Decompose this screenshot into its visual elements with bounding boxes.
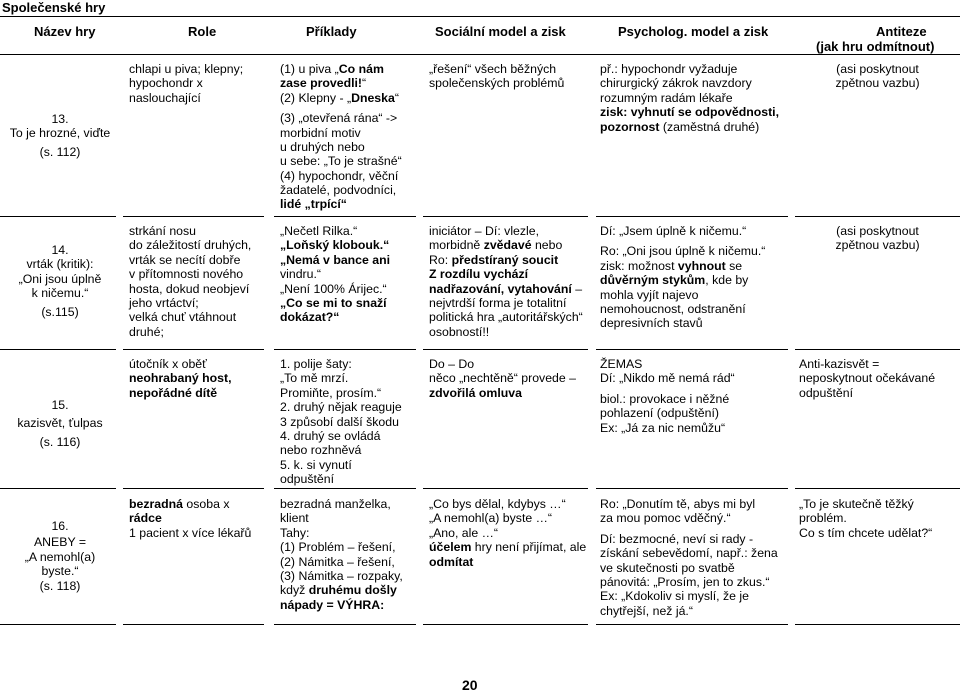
divider — [123, 349, 264, 350]
cell-line: u sebe: „To je strašné“ — [280, 154, 402, 169]
game-number: 16. — [51, 519, 69, 533]
cell-line: Ro: „Donutím tě, abys mi byl — [600, 497, 756, 511]
text-span: pozornost — [600, 119, 660, 134]
cell-line: nebo rozhněvá — [280, 443, 362, 458]
cell-line: v přítomnosti nového — [129, 267, 244, 282]
cell-line: depresivních stavů — [600, 316, 703, 331]
cell-line: hosta, dokud neobjeví — [129, 281, 250, 296]
cell-line — [429, 282, 594, 296]
text-span: důvěrným stykům — [600, 273, 706, 288]
cell-line: pánovitá: „Prosím, jen to zkus.“ — [600, 574, 770, 589]
divider — [795, 216, 960, 217]
cell-line: „řešení“ všech běžných — [429, 62, 557, 76]
game-title: „A nemohl(a) — [24, 549, 96, 564]
examples-cell — [280, 224, 425, 325]
text-span: osoba x — [183, 497, 230, 511]
social-model-cell — [429, 357, 594, 400]
cell-line: vrták se necítí dobře — [129, 252, 241, 267]
text-span: morbidně — [429, 238, 484, 253]
cell-line: problém. — [799, 511, 847, 526]
cell-line: Anti-kazisvět = — [799, 357, 880, 371]
cell-line: nápady = VÝHRA: — [280, 597, 385, 612]
cell-line: rozumným radám lékaře — [600, 90, 733, 105]
cell-line — [280, 583, 425, 597]
cell-line: (2) Námitka – řešení, — [280, 554, 395, 569]
text-span: nadřazování, vytahování — [429, 281, 572, 296]
cell-line: Ex: „Já za nic nemůžu“ — [600, 420, 726, 435]
cell-line — [129, 497, 269, 511]
antithesis-cell — [799, 497, 959, 540]
cell-line: Dí: „Jsem úplně k ničemu.“ — [600, 224, 747, 238]
cell-line: „A nemohl(a) byste …“ — [429, 511, 553, 526]
divider — [123, 488, 264, 489]
cell-line: ve skutečnosti po svatbě — [600, 560, 735, 575]
divider — [423, 488, 588, 489]
divider — [795, 624, 960, 625]
cell-line: př.: hypochondr vyžaduje — [600, 62, 738, 76]
game-title: To je hrozné, viďte — [9, 126, 111, 141]
antithesis-cell — [795, 224, 960, 253]
divider — [123, 624, 264, 625]
cell-line: lidé „trpící“ — [280, 197, 347, 212]
divider — [0, 216, 116, 217]
cell-line: zpětnou vazbu) — [835, 238, 920, 253]
cell-line: (4) hypochondr, věční — [280, 168, 399, 183]
game-name-cell — [0, 112, 120, 159]
divider — [423, 349, 588, 350]
cell-line — [429, 238, 594, 252]
cell-line — [429, 253, 594, 267]
examples-cell — [280, 62, 425, 212]
cell-line — [600, 120, 800, 134]
cell-line: nejvtrdší forma je totalitní — [429, 295, 567, 310]
cell-line: ŽEMAS — [600, 357, 643, 371]
divider — [274, 488, 416, 489]
header-social: Sociální model a zisk — [435, 24, 566, 39]
text-span: (2) Klepny - „ — [280, 90, 352, 105]
cell-line: u druhých nebo — [280, 139, 365, 154]
divider — [0, 16, 960, 17]
header-name: Název hry — [34, 24, 96, 39]
text-span: když — [280, 583, 309, 598]
cell-line: morbidní motiv — [280, 125, 361, 140]
cell-line: 2. druhý nějak reaguje — [280, 400, 402, 415]
cell-line: něco „nechtěně“ provede – — [429, 371, 576, 386]
divider — [596, 216, 788, 217]
role-cell — [129, 497, 269, 540]
cell-line: Dí: „Nikdo mě nemá rád“ — [600, 371, 735, 386]
divider — [423, 216, 588, 217]
divider — [0, 54, 960, 55]
cell-line: „Co bys dělal, kdybys …“ — [429, 497, 566, 511]
cell-line: (3) Námitka – rozpaky, — [280, 568, 403, 583]
cell-line: dokázat?“ — [280, 310, 340, 325]
cell-line: „Není 100% Árijec.“ — [280, 281, 387, 296]
divider — [0, 349, 116, 350]
psych-model-cell — [600, 224, 800, 331]
cell-line: (asi poskytnout — [836, 62, 919, 76]
cell-line — [429, 540, 594, 554]
cell-line: zisk: vyhnutí se odpovědnosti, — [600, 105, 780, 120]
cell-line: (asi poskytnout — [836, 224, 919, 238]
cell-line: biol.: provokace i něžné — [600, 391, 730, 406]
page-reference: (s.115) — [41, 304, 79, 319]
divider — [596, 349, 788, 350]
text-span: , kde by — [705, 273, 749, 288]
header-examples: Příklady — [306, 24, 357, 39]
cell-line: „To mě mrzí. — [280, 371, 349, 386]
social-model-cell — [429, 62, 594, 91]
cell-line: Promiňte, prosím.“ — [280, 385, 382, 400]
cell-line: „Nečetl Rilka.“ — [280, 224, 358, 238]
game-title: vrták (kritik): — [26, 257, 94, 272]
text-span: nebo — [531, 238, 563, 253]
cell-line: pohlazení (odpuštění) — [600, 406, 719, 421]
cell-line: „To je skutečně těžký — [799, 497, 914, 511]
text-span: druhému došly — [308, 583, 397, 598]
cell-line: neposkytnout očekávané — [799, 371, 936, 386]
antithesis-cell — [795, 62, 960, 91]
cell-line: druhé; — [129, 324, 164, 339]
examples-cell — [280, 497, 425, 612]
social-model-cell — [429, 224, 594, 339]
text-span: bezradná — [129, 497, 183, 511]
divider — [795, 349, 960, 350]
cell-line: Z rozdílu vychází — [429, 267, 529, 282]
psych-model-cell — [600, 357, 800, 435]
cell-line: mohla vyjít najevo — [600, 287, 699, 302]
divider — [0, 624, 116, 625]
text-span: zase provedli! — [280, 76, 363, 91]
text-span: se — [725, 258, 743, 273]
cell-line: Do – Do — [429, 357, 475, 371]
game-number: 15. — [51, 398, 69, 412]
page-reference: (s. 116) — [39, 434, 81, 449]
divider — [795, 488, 960, 489]
game-title: ANEBY = — [33, 535, 87, 550]
cell-line: jeho vrtáctví; — [129, 295, 199, 310]
divider — [596, 488, 788, 489]
text-span: vyhnout — [677, 258, 726, 273]
game-title: kazisvět, ťulpas — [17, 416, 103, 431]
page-reference: (s. 118) — [39, 578, 81, 593]
cell-line — [600, 259, 800, 273]
text-span: účelem — [429, 540, 472, 555]
cell-line: 1 pacient x více lékařů — [129, 525, 252, 540]
game-title: byste.“ — [41, 564, 79, 579]
cell-line: Ro: „Oni jsou úplně k ničemu.“ — [600, 244, 766, 259]
cell-line: 5. k. si vynutí — [280, 457, 352, 472]
page-reference: (s. 112) — [39, 144, 81, 159]
cell-line: zpětnou vazbu) — [835, 76, 920, 91]
cell-line: osobností!! — [429, 324, 490, 339]
cell-line: společenských problémů — [429, 76, 565, 91]
cell-line: „Co se mi to snaží — [280, 295, 387, 310]
header-role: Role — [188, 24, 217, 39]
cell-line: „Loňský klobouk.“ — [280, 238, 390, 253]
cell-line: chirurgický zákrok navzdory — [600, 76, 752, 91]
role-cell — [129, 62, 269, 105]
text-span: “ — [394, 90, 399, 105]
game-number: 13. — [51, 112, 69, 126]
divider — [274, 349, 416, 350]
game-number: 14. — [51, 243, 69, 257]
page-number: 20 — [462, 677, 478, 693]
cell-line: vindru.“ — [280, 267, 322, 282]
cell-line: útočník x oběť — [129, 357, 207, 371]
divider — [0, 488, 116, 489]
cell-line — [280, 91, 425, 105]
text-span: hry není přijímat, ale — [471, 540, 587, 555]
cell-line: žadatelé, podvodníci, — [280, 183, 397, 197]
examples-cell — [280, 357, 425, 486]
cell-line: 3 způsobí další škodu — [280, 414, 399, 429]
role-cell — [129, 224, 269, 339]
cell-line — [280, 76, 425, 90]
cell-line: do záležitostí druhých, — [129, 238, 252, 253]
cell-line: hypochondr x — [129, 76, 203, 91]
role-cell — [129, 357, 269, 400]
cell-line: za mou pomoc vděčný.“ — [600, 511, 731, 526]
cell-line: Dí: bezmocné, neví si rady - — [600, 531, 754, 546]
cell-line: strkání nosu — [129, 224, 196, 238]
cell-line: odmítat — [429, 554, 474, 569]
cell-line: zdvořilá omluva — [429, 385, 522, 400]
text-span: Dneska — [351, 90, 395, 105]
cell-line — [280, 62, 425, 76]
divider — [596, 624, 788, 625]
text-span: Ro: — [429, 252, 452, 267]
cell-line — [600, 273, 800, 287]
divider — [274, 216, 416, 217]
game-title: „Oni jsou úplně — [18, 271, 102, 286]
header-antithesis: Antiteze — [876, 24, 927, 39]
cell-line: Co s tím chcete udělat?“ — [799, 525, 933, 540]
game-name-cell — [0, 243, 120, 319]
document-title: Společenské hry — [2, 0, 106, 15]
cell-line: nepořádné dítě — [129, 385, 218, 400]
text-span: – — [571, 281, 583, 296]
cell-line: klient — [280, 511, 309, 526]
cell-line: (3) „otevřená rána“ -> — [280, 111, 398, 126]
text-span: Co nám — [338, 62, 384, 76]
cell-line: odpuštění — [799, 385, 854, 400]
cell-line: odpuštění — [280, 472, 335, 486]
psych-model-cell — [600, 497, 800, 618]
cell-line: politická hra „autoritářských“ — [429, 310, 583, 325]
cell-line: naslouchající — [129, 90, 201, 105]
cell-line: velká chuť vtáhnout — [129, 310, 237, 325]
divider — [274, 624, 416, 625]
antithesis-cell — [799, 357, 959, 400]
cell-line: chlapi u piva; klepny; — [129, 62, 244, 76]
text-span: předstíraný soucit — [451, 252, 559, 267]
text-span: (zaměstná druhé) — [659, 119, 760, 134]
cell-line: nemohoucnost, odstranění — [600, 301, 746, 316]
cell-line: bezradná manželka, — [280, 497, 391, 511]
cell-line: „Nemá v bance ani — [280, 252, 391, 267]
social-model-cell — [429, 497, 594, 569]
game-name-cell — [0, 519, 120, 593]
cell-line: neohrabaný host, — [129, 371, 232, 386]
text-span: (1) u piva „ — [280, 62, 339, 76]
game-title: k ničemu.“ — [31, 286, 89, 301]
cell-line: Ex: „Kdokoliv si myslí, že je — [600, 589, 749, 604]
cell-line: chytřejší, než já.“ — [600, 603, 693, 618]
cell-line: 1. polije šaty: — [280, 357, 352, 371]
text-span: zisk: možnost — [600, 258, 678, 273]
divider — [123, 216, 264, 217]
cell-line: iniciátor – Dí: vlezle, — [429, 224, 540, 238]
header-antithesis-sub: (jak hru odmítnout) — [816, 39, 935, 54]
cell-line: rádce — [129, 511, 162, 526]
text-span: “ — [362, 76, 367, 91]
game-name-cell — [0, 398, 120, 449]
psych-model-cell — [600, 62, 800, 134]
cell-line: (1) Problém – řešení, — [280, 540, 396, 555]
cell-line: 4. druhý se ovládá — [280, 428, 381, 443]
cell-line: Tahy: — [280, 525, 310, 540]
text-span: zvědavé — [483, 238, 532, 253]
header-psych: Psycholog. model a zisk — [618, 24, 769, 39]
divider — [423, 624, 588, 625]
cell-line: získání sebevědomí, např.: žena — [600, 546, 778, 561]
cell-line: „Ano, ale …“ — [429, 525, 499, 540]
